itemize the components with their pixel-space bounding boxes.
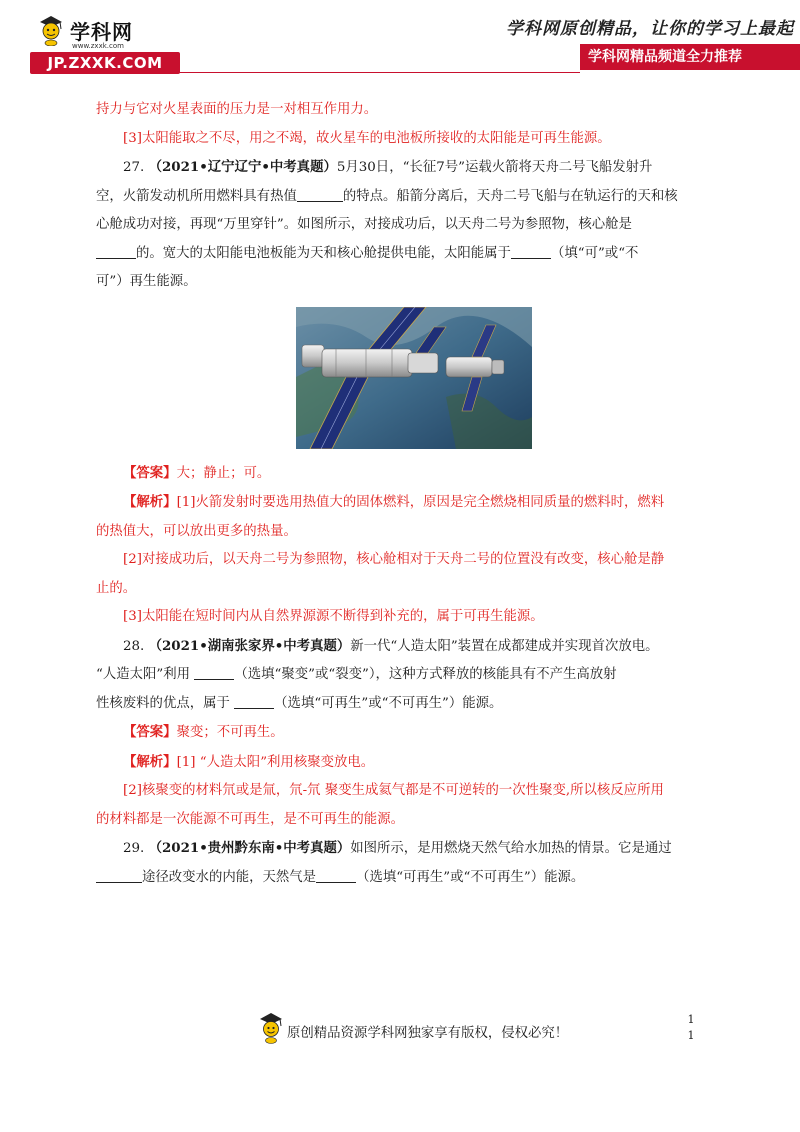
question-28-line	[96, 661, 708, 690]
question-text: 新一代“人造太阳”装置在成都建成并实现首次放电。	[350, 638, 659, 654]
question-text: 的特点。船箭分离后，天舟二号飞船与在轨运行的天和核	[342, 188, 678, 204]
question-27-line	[96, 153, 708, 183]
question-29-line	[96, 864, 708, 893]
question-number: 29.	[123, 841, 145, 856]
analysis-line: [3]太阳能在短时间内从自然界源源不断得到补充的，属于可再生能源。	[123, 609, 544, 624]
analysis-line: 的热值大，可以放出更多的热量。	[96, 523, 297, 539]
question-28-line	[96, 632, 708, 662]
analysis-line	[96, 748, 708, 778]
answer-blank[interactable]	[316, 868, 356, 883]
answer-label: 【答案】	[123, 724, 177, 740]
question-text: （填“可”或“不	[550, 245, 639, 261]
analysis-line: 的材料都是一次能源不可再生，是不可再生的能源。	[96, 811, 404, 827]
answer-blank[interactable]	[234, 694, 274, 709]
answer-line	[96, 459, 708, 489]
page-number	[686, 1012, 696, 1044]
question-text: 的。宽大的太阳能电池板能为天和核心舱提供电能，太阳能属于	[136, 245, 511, 261]
question-source: （2021•贵州黔东南•中考真题）	[148, 840, 351, 856]
question-text: 途径改变水的内能，天然气是	[142, 869, 317, 885]
site-logo[interactable]	[30, 12, 190, 76]
page-footer	[0, 1012, 800, 1052]
answer-line	[96, 718, 708, 748]
analysis-line	[96, 488, 708, 518]
question-source: （2021•辽宁辽宁•中考真题）	[148, 159, 337, 175]
question-text: （选填“可再生”或“不可再生”）能源。	[274, 695, 503, 711]
analysis-text: [1]火箭发射时要选用热值大的固体燃料，原因是完全燃烧相同质量的燃料时，燃料	[176, 495, 665, 510]
question-29-line	[96, 834, 708, 864]
answer-label: 【答案】	[123, 464, 177, 481]
answer-blank[interactable]	[194, 665, 234, 680]
answer-blank[interactable]	[96, 868, 142, 883]
question-text: 5月30日，“长征7号”运载火箭将天舟二号飞船发射升	[336, 160, 653, 175]
question-28-line	[96, 690, 708, 719]
analysis-line: [2]对接成功后，以天舟二号为参照物，核心舱相对于天舟二号的位置没有改变，核心舱是静	[123, 552, 665, 567]
question-text: （选填“聚变”或“裂变”），这种方式释放的核能具有不产生高放射	[234, 667, 617, 682]
answer-text: 聚变；不可再生。	[176, 725, 284, 740]
analysis-label: 【解析】	[123, 494, 177, 510]
page-header	[0, 0, 800, 80]
question-text: 空，火箭发动机所用燃料具有热值	[96, 188, 297, 204]
analysis-line: [2]核聚变的材料氘或是氚，氘-氘 聚变生成氦气都是不可逆转的一次性聚变,所以核反应所用	[123, 783, 664, 798]
site-url-badge: JP.ZXXK.COM	[30, 52, 180, 74]
analysis-text: [1] “人造太阳”利用核聚变放电。	[176, 754, 375, 770]
question-number: 28.	[123, 638, 145, 654]
header-slogan: 学科网原创精品，让你的学习上最起	[506, 19, 794, 39]
brand-name: 学科网	[70, 19, 133, 44]
question-number: 27.	[123, 160, 145, 175]
prev-analysis-line: [3]太阳能取之不尽，用之不竭，故火星车的电池板所接收的太阳能是可再生能源。	[123, 130, 611, 146]
mascot-icon	[258, 1012, 284, 1044]
copyright-notice: 原创精品资源学科网独家享有版权，侵权必究！	[287, 1026, 569, 1041]
header-divider	[100, 72, 580, 73]
header-banner: 学科网精品频道全力推荐	[580, 44, 800, 70]
question-27-line: 心舱成功对接，再现“万里穿针”。如图所示，对接成功后，以天舟二号为参照物，核心舱是	[96, 217, 632, 232]
answer-blank[interactable]	[96, 244, 136, 259]
question-27-line: 可”）再生能源。	[96, 274, 197, 289]
answer-blank[interactable]	[511, 244, 551, 259]
question-text: 如图所示，是用燃烧天然气给水加热的情景。它是通过	[350, 841, 672, 856]
prev-analysis-line: 持力与它对火星表面的压力是一对相互作用力。	[96, 102, 378, 117]
mascot-icon	[36, 14, 66, 46]
question-text: “人造太阳”利用	[96, 667, 191, 682]
question-27-line	[96, 240, 708, 269]
page-number-bottom: 1	[687, 1029, 695, 1042]
question-text: （选填“可再生”或“不可再生”）能源。	[356, 869, 585, 885]
analysis-line: 止的。	[96, 580, 137, 596]
document-body	[96, 96, 708, 892]
spacecraft-docking-image	[296, 307, 532, 449]
answer-blank[interactable]	[297, 187, 343, 202]
brand-url: www.zxxk.com	[72, 42, 124, 50]
question-27-line	[96, 183, 708, 212]
question-text: 性核废料的优点，属于	[96, 695, 230, 711]
question-source: （2021•湖南张家界•中考真题）	[148, 637, 351, 654]
analysis-label: 【解析】	[123, 753, 177, 770]
page-number-top: 1	[687, 1013, 695, 1026]
answer-text: 大；静止；可。	[176, 465, 271, 481]
